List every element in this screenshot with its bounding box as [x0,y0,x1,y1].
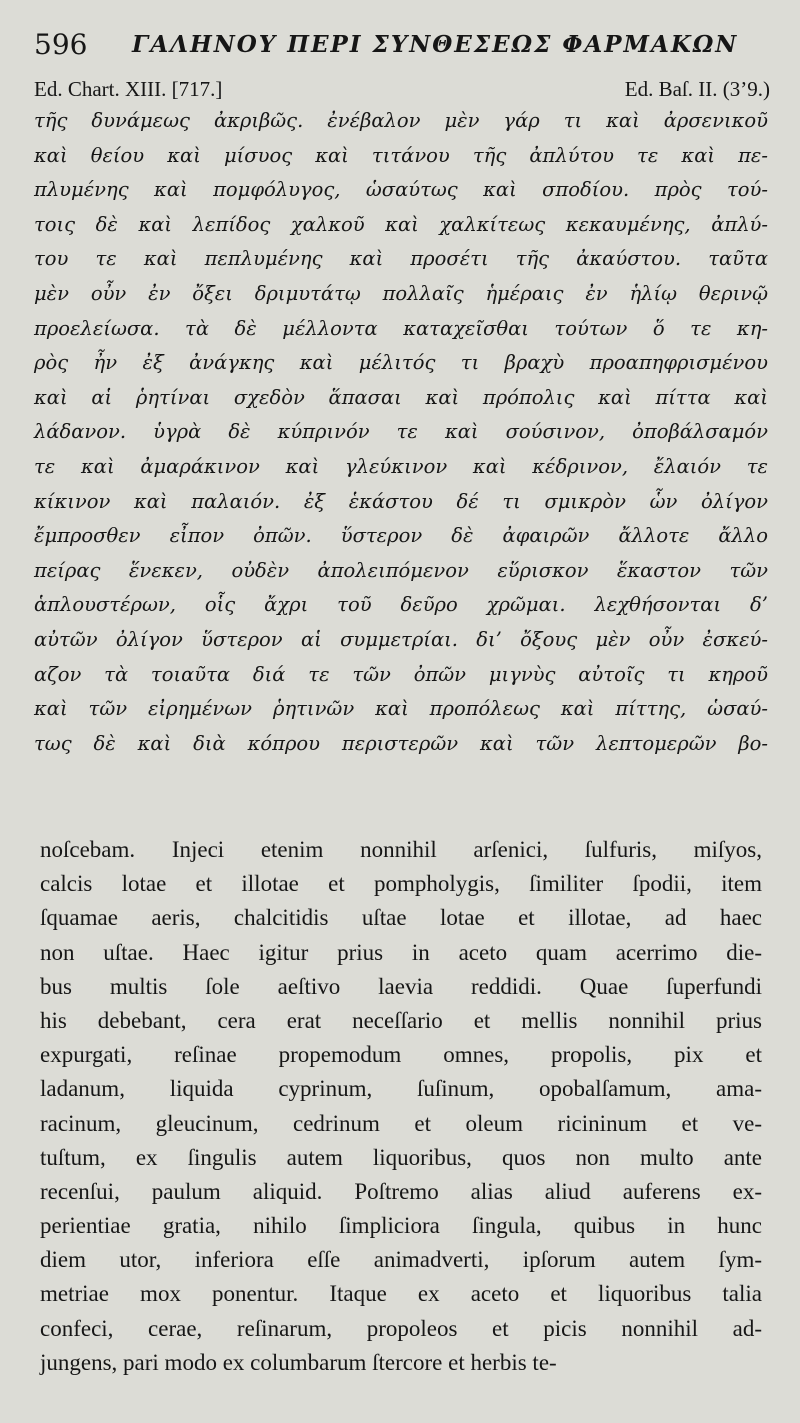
greek-text-line: πλυμένης καὶ πομφόλυγος, ὡσαύτως καὶ σποδίου. πρὸς τού- [34,178,768,202]
greek-text-line: τε καὶ ἀμαράκινον καὶ γλεύκινον καὶ κέδρινον, ἔλαιόν τε [34,454,768,478]
greek-text-line: αζον τὰ τοιαῦτα διά τε τῶν ὀπῶν μιγνὺς αὐτοῖς τι κηροῦ [34,662,768,686]
greek-text-line: ἔμπροσθεν εἶπον ὀπῶν. ὕστερον δὲ ἀφαιρῶν ἄλλοτε ἄλλο [34,524,768,548]
greek-text-line: τοις δὲ καὶ λεπίδος χαλκοῦ καὶ χαλκίτεως κεκαυμένης, ἀπλύ- [34,212,768,236]
greek-text-line: λάδανον. ὑγρὰ δὲ κύπρινόν τε καὶ σούσινον, ὀποβάλσαμόν [34,420,768,444]
greek-text-line: πείρας ἕνεκεν, οὐδὲν ἀπολειπόμενον εὕρισκον ἕκαστον τῶν [34,558,768,582]
latin-text-block [40,833,762,1380]
edition-reference-basel: Ed. Baſ. II. (3’9.) [624,77,770,101]
latin-text-line: ſquamae aeris, chalcitidis uſtae lotae et illotae, ad haec [40,905,762,931]
edition-reference-chartier: Ed. Chart. XIII. [717.] [34,77,223,101]
latin-text-line: perientiae gratia, nihilo ſimpliciora ſingula, quibus in hunc [40,1213,762,1239]
greek-text-line: τῆς δυνάμεως ἀκριβῶς. ἐνέβαλον μὲν γάρ τι καὶ ἀρσενικοῦ [34,109,768,132]
latin-text-line: his debebant, cera erat neceſſario et mellis nonnihil prius [40,1007,762,1033]
page-number: 596 [34,28,88,61]
greek-text-line: κίκινον καὶ παλαιόν. ἐξ ἑκάστου δέ τι σμικρὸν ὧν ὀλίγον [34,489,768,513]
greek-text-block [34,104,768,761]
latin-text-line: metriae mox ponentur. Itaque ex aceto et liquoribus talia [40,1281,762,1307]
greek-text-line: τως δὲ καὶ διὰ κόπρου περιστερῶν καὶ τῶν λεπτομερῶν βο- [34,731,768,755]
latin-text-line: diem utor, inferiora eſſe animadverti, ipſorum autem ſym- [40,1247,762,1273]
latin-text-line: racinum, gleucinum, cedrinum et oleum ricininum et ve- [40,1110,762,1136]
latin-text-line: confeci, cerae, reſinarum, propoleos et picis nonnihil ad- [40,1315,762,1341]
latin-text-line: tuſtum, ex ſingulis autem liquoribus, quos non multo ante [40,1144,762,1170]
greek-text-line: μὲν οὖν ἐν ὄξει δριμυτάτῳ πολλαῖς ἡμέραις ἐν ἡλίῳ θερινῷ [34,281,768,305]
latin-text-line: jungens, pari modo ex columbarum ſtercore et herbis te- [40,1349,557,1375]
latin-text-line: expurgati, reſinae propemodum omnes, propolis, pix et [40,1042,762,1068]
greek-text-line: ἁπλουστέρων, οἷς ἄχρι τοῦ δεῦρο χρῶμαι. λεχθήσονται δ’ [34,593,768,617]
latin-text-line: noſcebam. Injeci etenim nonnihil arſenici, ſulfuris, miſyos, [40,837,762,862]
greek-text-line: καὶ θείου καὶ μίσυος καὶ τιτάνου τῆς ἀπλύτου τε καὶ πε- [34,143,768,167]
latin-text-line: recenſui, paulum aliquid. Poſtremo alias aliud auferens ex- [40,1178,762,1204]
greek-text-line: καὶ τῶν εἰρημένων ῥητινῶν καὶ προπόλεως καὶ πίττης, ὡσαύ- [34,697,768,721]
latin-text-line: ladanum, liquida cyprinum, ſuſinum, opobalſamum, ama- [40,1076,762,1102]
greek-text-line: ρὸς ἦν ἐξ ἀνάγκης καὶ μέλιτός τι βραχὺ προαπηφρισμένου [34,351,768,375]
running-title: ΓΑΛΗΝΟΥ ΠΕΡΙ ΣΥΝΘΕΣΕΩΣ ΦΑΡΜΑΚΩΝ [132,31,739,58]
greek-text-line: καὶ αἱ ῥητίναι σχεδὸν ἅπασαι καὶ πρόπολις καὶ πίττα καὶ [34,385,768,409]
latin-text-line: non uſtae. Haec igitur prius in aceto quam acerrimo die- [40,939,762,965]
edition-references [34,74,770,104]
latin-text-line: calcis lotae et illotae et pompholygis, ſimiliter ſpodii, item [40,871,762,897]
greek-text-line: προελείωσα. τὰ δὲ μέλλοντα καταχεῖσθαι τούτων ὅ τε κη- [34,316,768,340]
latin-text-line: bus multis ſole aeſtivo laevia reddidi. Quae ſuperfundi [40,973,762,999]
page-header [34,28,774,62]
greek-text-line: του τε καὶ πεπλυμένης καὶ προσέτι τῆς ἀκαύστου. ταῦτα [34,247,768,271]
greek-text-line: αὐτῶν ὀλίγον ὕστερον αἱ συμμετρίαι. δι’ ὄξους μὲν οὖν ἐσκεύ- [34,627,768,651]
